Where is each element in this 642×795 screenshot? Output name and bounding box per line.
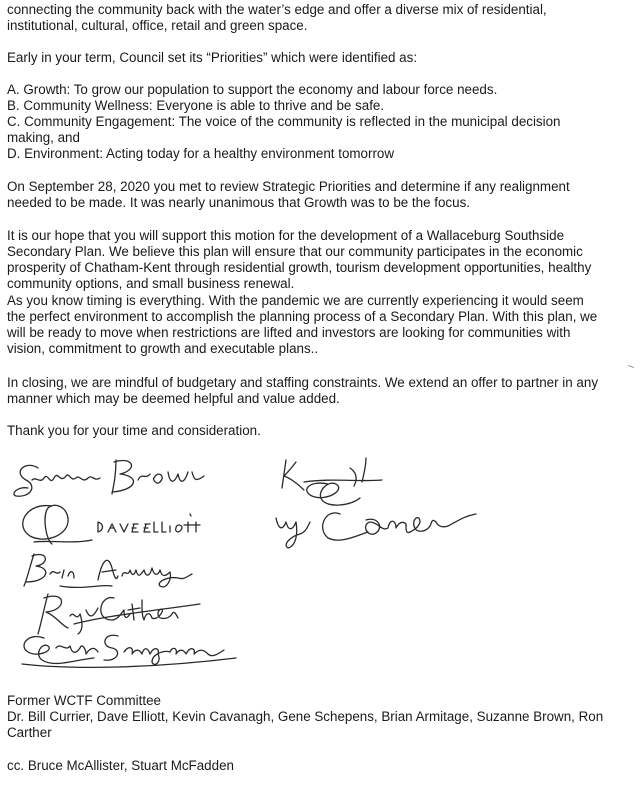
priority-b: B. Community Wellness: Everyone is able to thrive and be safe. xyxy=(7,98,385,113)
priority-c: C. Community Engagement: The voice of the community is reflected in the municipal decision making, and xyxy=(7,114,561,145)
signature-kevin-cavanagh xyxy=(270,456,500,560)
priority-d: D. Environment: Acting today for a healthy environment tomorrow xyxy=(7,146,395,161)
paragraph-timing: As you know timing is everything. With the pandemic we are currently experiencing it would seem the perfect environment to accomplish the planning process of a Secondary Plan. With this plan, we will be ready to move when restrictions are lifted and investors are looking for communities with vision, commitment to growth and executable plans.. xyxy=(7,293,598,356)
signature-ron-carther xyxy=(14,590,214,644)
scan-speck xyxy=(628,365,634,368)
paragraph-closing: In closing, we are mindful of budgetary and staffing constraints. We extend an offer to partner in any manner which may be deemed helpful and value added. xyxy=(7,375,599,406)
committee-title: Former WCTF Committee xyxy=(7,693,161,708)
committee-members: Dr. Bill Currier, Dave Elliott, Kevin Cavanagh, Gene Schepens, Brian Armitage, Suzanne Brown, Ron Carther xyxy=(7,709,604,740)
signature-dave-elliott xyxy=(12,500,212,554)
signature-brian-armitage xyxy=(12,546,202,600)
priorities-intro: Early in your term, Council set its “Priorities” which were identified as: xyxy=(7,50,418,65)
intro-continuation: connecting the community back with the water’s edge and offer a diverse mix of residential, institutional, cultural, office, retail and green space. xyxy=(7,2,547,33)
priority-a: A. Growth: To grow our population to support the economy and labour force needs. xyxy=(7,82,498,97)
paragraph-september: On September 28, 2020 you met to review Strategic Priorities and determine if any realignment needed to be made. It was nearly unanimous that Growth was to be the focus. xyxy=(7,179,570,210)
paragraph-hope: It is our hope that you will support this motion for the development of a Wallaceburg Southside Secondary Plan. We believe this plan will ensure that our community participates in the economic prosperity of Chatham-Kent through residential growth, tourism development opportunities, healthy community options, and small business renewal. xyxy=(7,228,592,291)
signature-suzanne-brown xyxy=(8,450,208,514)
cc-line: cc. Bruce McAllister, Stuart McFadden xyxy=(7,758,234,773)
signature-gene-schepens xyxy=(14,624,244,678)
thanks-line: Thank you for your time and consideration. xyxy=(7,423,261,438)
